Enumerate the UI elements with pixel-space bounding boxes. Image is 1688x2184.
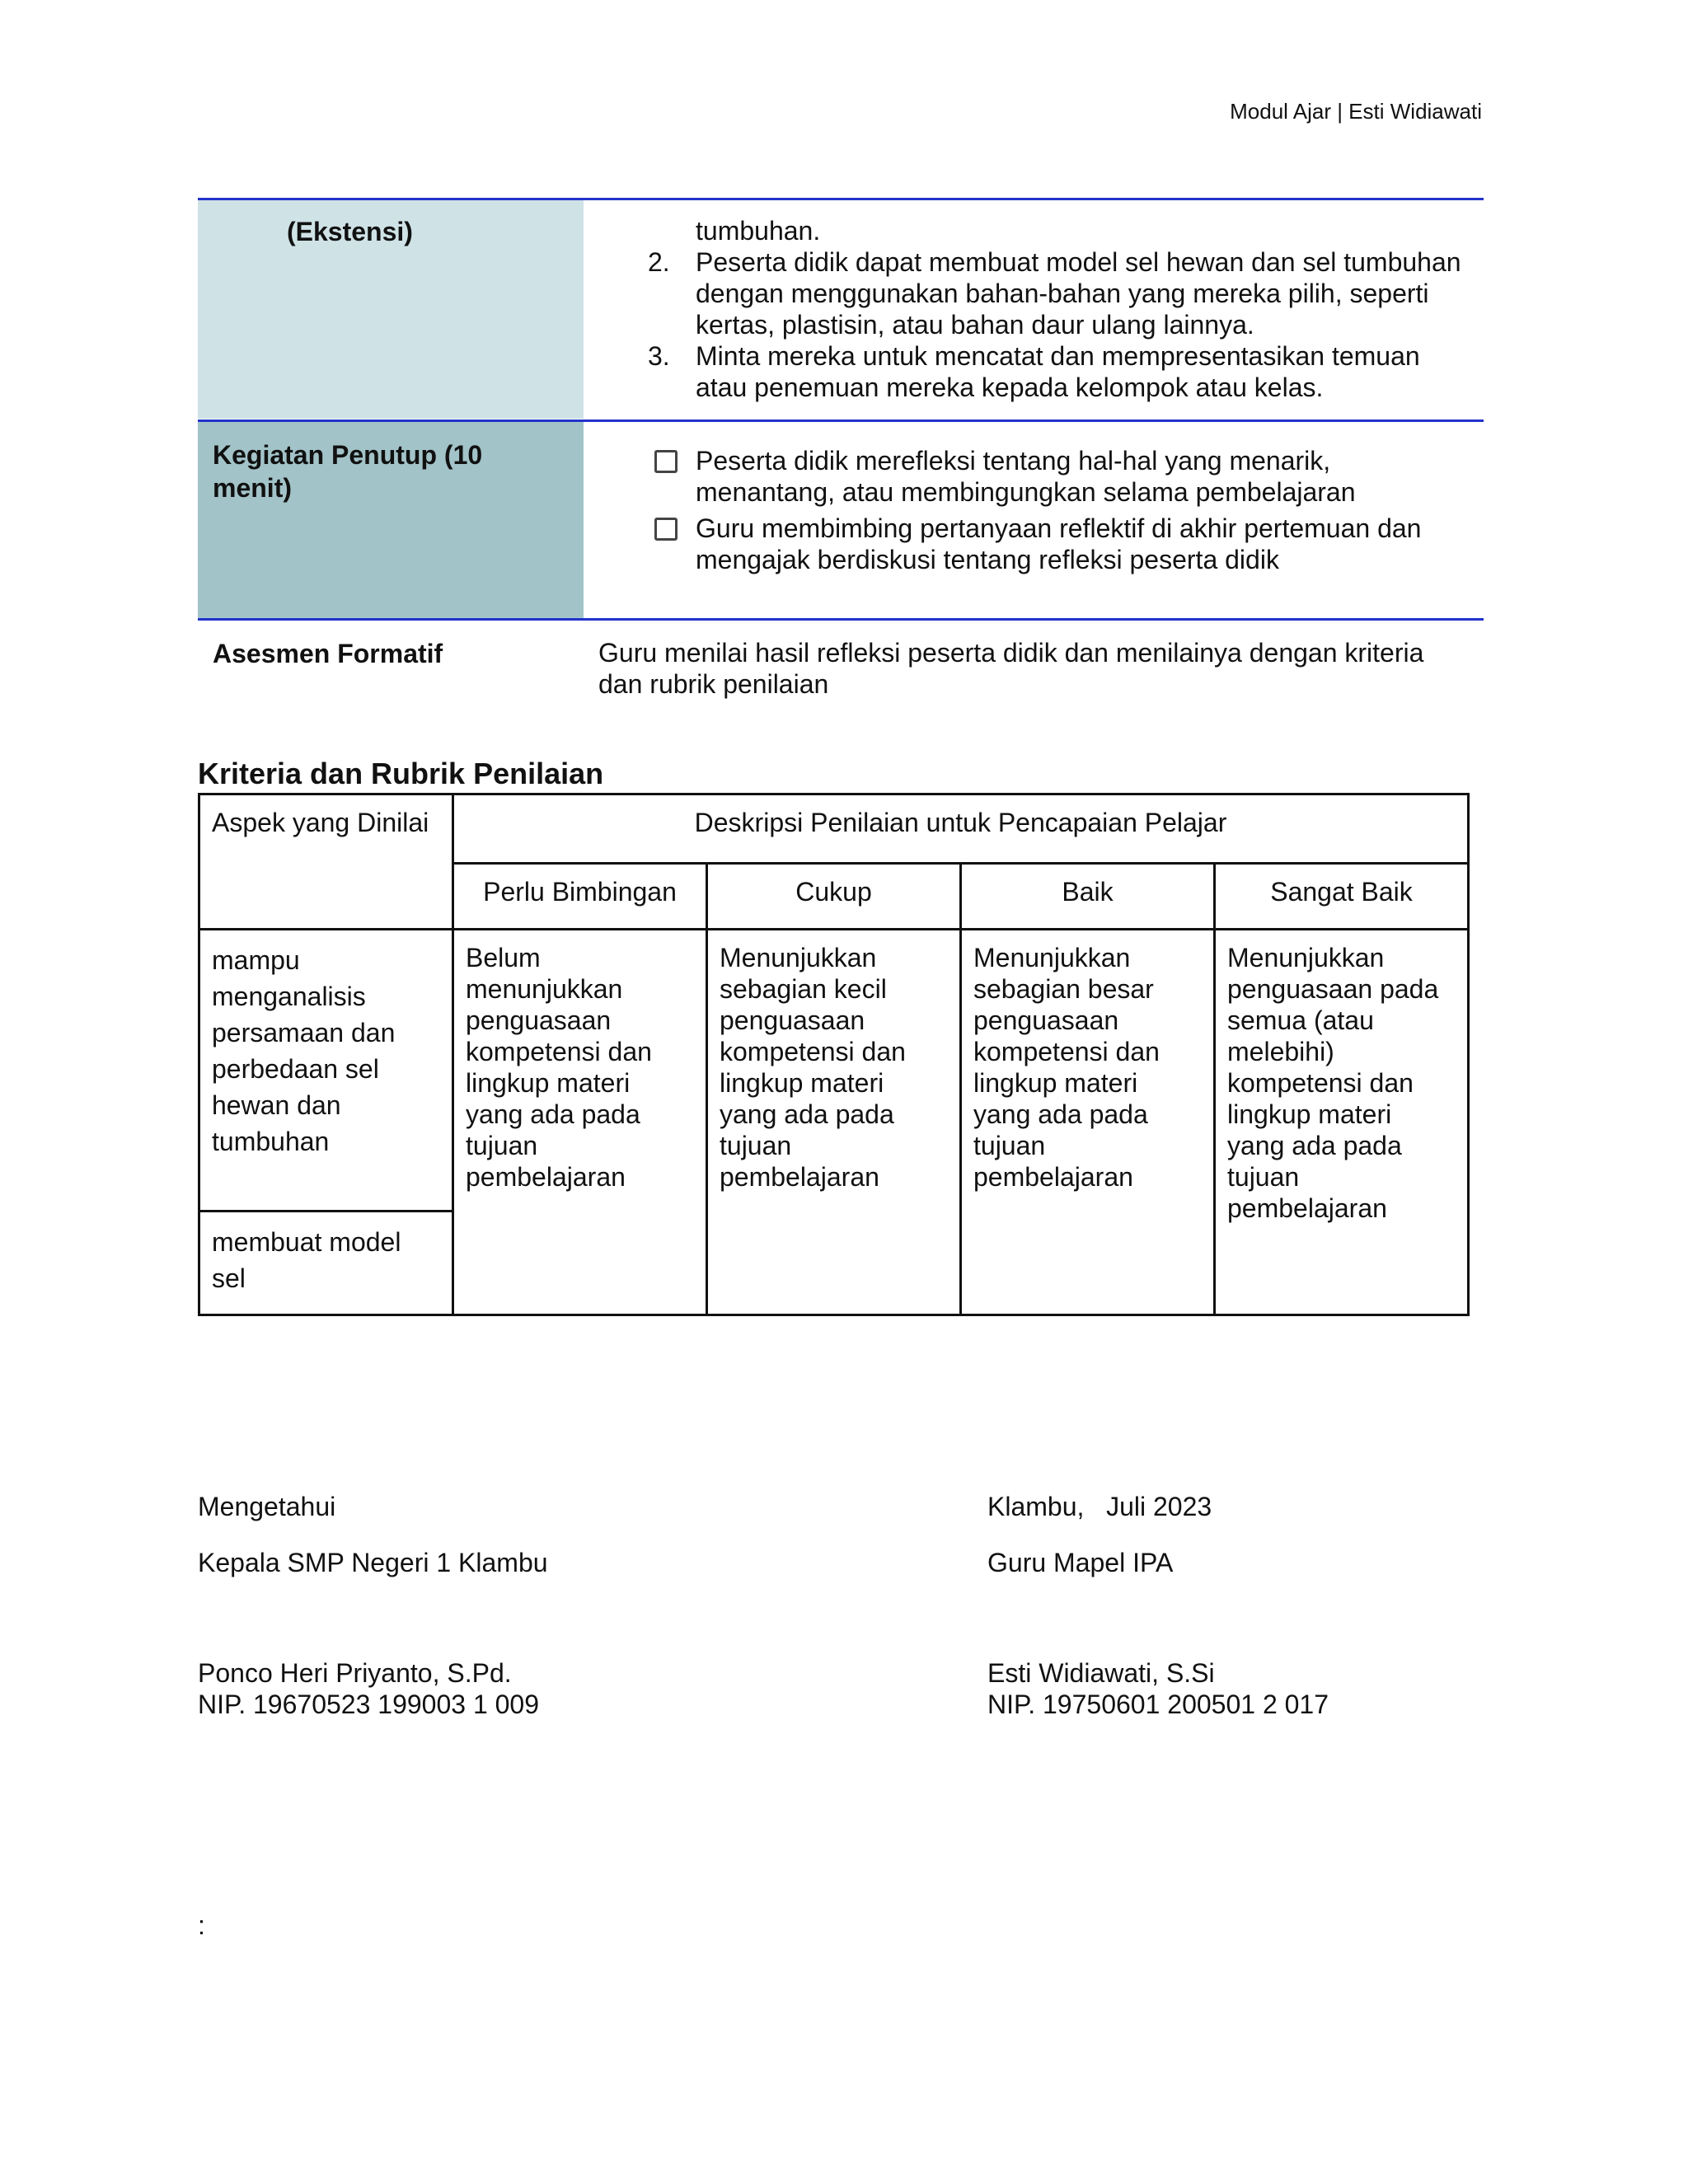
footer-colon: :	[198, 1910, 205, 1940]
closing-item	[584, 445, 1469, 508]
description-cell: Menunjukkan sebagian besar penguasaan kompetensi dan lingkup materi yang ada pada tujuan pembelajaran	[961, 930, 1215, 1315]
assessment-text: Guru menilai hasil refleksi peserta didik dan menilainya dengan kriteria dan rubrik penilaian	[598, 638, 1424, 699]
extension-item	[584, 340, 1469, 403]
closing-label: Kegiatan Penutup (10 menit)	[198, 422, 584, 618]
checkbox[interactable]	[654, 518, 678, 541]
assessment-label: Asesmen Formatif	[213, 639, 443, 668]
signature-right-line1: Klambu, Juli 2023	[987, 1492, 1212, 1521]
description-header: Deskripsi Penilaian untuk Pencapaian Pelajar	[453, 794, 1469, 864]
rubric-table	[198, 793, 1470, 1316]
item-text: Peserta didik dapat membuat model sel hewan dan sel tumbuhan dengan menggunakan bahan-bahan yang mereka pilih, seperti kertas, plastisin, atau bahan daur ulang lainnya.	[696, 247, 1461, 340]
signature-left-line1: Mengetahui	[198, 1492, 336, 1521]
checkbox[interactable]	[654, 450, 678, 473]
level-header: Cukup	[707, 864, 961, 930]
extension-content	[584, 200, 1484, 419]
lesson-table	[198, 198, 1484, 719]
extension-label: (Ekstensi)	[198, 200, 584, 419]
item-number: 2.	[648, 247, 670, 277]
item-text: Minta mereka untuk mencatat dan mempresentasikan temuan atau penemuan mereka kepada kelompok atau kelas.	[696, 341, 1420, 402]
extension-row	[198, 198, 1484, 419]
rubric-title: Kriteria dan Rubrik Penilaian	[198, 757, 604, 790]
signature-left-nip: NIP. 19670523 199003 1 009	[198, 1690, 540, 1719]
extension-item	[584, 246, 1469, 340]
closing-row	[198, 419, 1484, 618]
level-header: Baik	[961, 864, 1215, 930]
signature-right-name: Esti Widiawati, S.Si	[987, 1658, 1215, 1688]
extension-continuation: tumbuhan.	[696, 216, 821, 246]
closing-content	[584, 422, 1484, 618]
closing-item	[584, 513, 1469, 575]
page-header: Modul Ajar | Esti Widiawati	[1230, 99, 1482, 124]
closing-item-text: Guru membimbing pertanyaan reflektif di akhir pertemuan dan mengajak berdiskusi tentang refleksi peserta didik	[696, 513, 1422, 574]
closing-item-text: Peserta didik merefleksi tentang hal-hal yang menarik, menantang, atau membingungkan selama pembelajaran	[696, 446, 1356, 507]
signature-right-nip: NIP. 19750601 200501 2 017	[987, 1690, 1329, 1719]
level-header: Perlu Bimbingan	[453, 864, 707, 930]
description-cell: Belum menunjukkan penguasaan kompetensi dan lingkup materi yang ada pada tujuan pembelajaran	[453, 930, 707, 1315]
aspect-cell: mampu menganalisis persamaan dan perbedaan sel hewan dan tumbuhan	[199, 930, 453, 1212]
signature-left-name: Ponco Heri Priyanto, S.Pd.	[198, 1658, 512, 1688]
signature-left-line2: Kepala SMP Negeri 1 Klambu	[198, 1548, 548, 1577]
item-number: 3.	[648, 341, 670, 371]
description-cell: Menunjukkan penguasaan pada semua (atau melebihi) kompetensi dan lingkup materi yang ada pada tujuan pembelajaran	[1215, 930, 1469, 1315]
assessment-row	[198, 618, 1484, 719]
level-header: Sangat Baik	[1215, 864, 1469, 930]
signature-right-line2: Guru Mapel IPA	[987, 1548, 1174, 1577]
aspect-header: Aspek yang Dinilai	[199, 794, 453, 930]
aspect-cell: membuat model sel	[199, 1212, 453, 1315]
description-cell: Menunjukkan sebagian kecil penguasaan kompetensi dan lingkup materi yang ada pada tujuan pembelajaran	[707, 930, 961, 1315]
